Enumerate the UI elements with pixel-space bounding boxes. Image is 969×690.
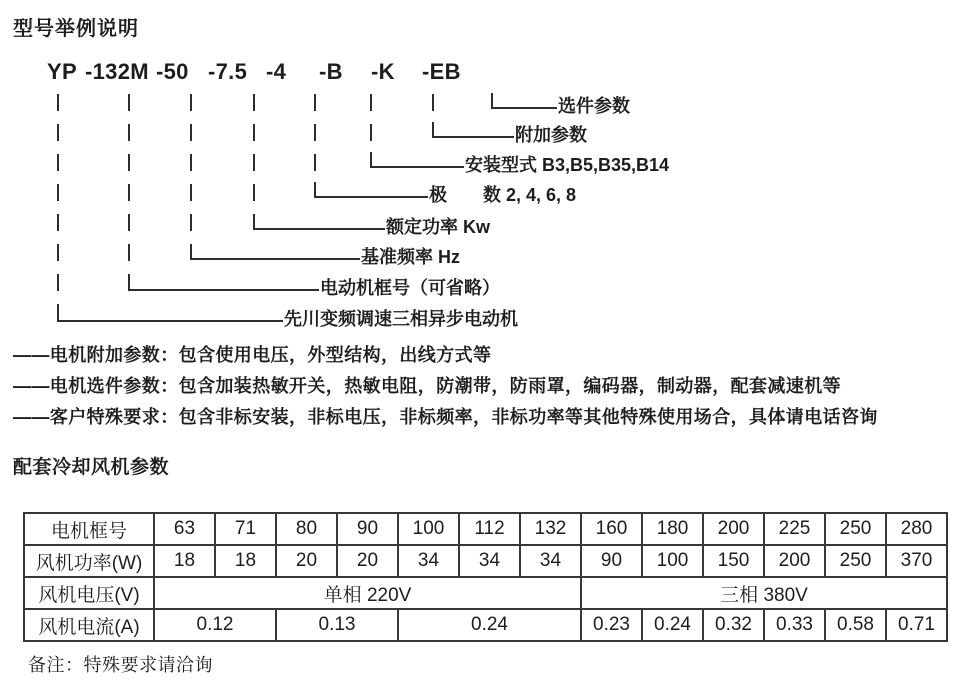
model-code-segment: YP xyxy=(47,59,77,84)
table-row-current xyxy=(24,609,947,641)
table-cell: 63 xyxy=(154,513,215,545)
table-cell: 80 xyxy=(276,513,337,545)
table-cell: 100 xyxy=(398,513,459,545)
table-cell: 71 xyxy=(215,513,276,545)
diagram-column-line xyxy=(432,94,434,122)
page-title: 型号举例说明 xyxy=(13,18,139,40)
model-code-segment: -132M xyxy=(85,59,149,84)
table-cell: 0.23 xyxy=(581,609,642,641)
table-cell: 250 xyxy=(825,545,886,577)
table-row-label: 风机电压(V) xyxy=(24,577,154,609)
table-cell: 150 xyxy=(703,545,764,577)
table-cell: 0.58 xyxy=(825,609,886,641)
table-cell: 0.32 xyxy=(703,609,764,641)
bottom-note: 备注：特殊要求请洽询 xyxy=(28,655,213,675)
diagram-column-line xyxy=(370,94,372,152)
diagram-connector xyxy=(57,306,283,322)
model-code-segment: -EB xyxy=(422,59,461,84)
diagram-label: 选件参数 xyxy=(558,96,630,116)
table-cell: 112 xyxy=(459,513,520,545)
table-cell: 200 xyxy=(703,513,764,545)
diagram-connector xyxy=(370,152,464,168)
table-row-voltage xyxy=(24,577,947,609)
diagram-connector xyxy=(190,244,360,260)
table-cell: 0.24 xyxy=(398,609,581,641)
table-row-frame xyxy=(24,513,947,545)
diagram-connector xyxy=(491,93,557,109)
table-cell: 132 xyxy=(520,513,581,545)
model-code-segment: -B xyxy=(319,59,343,84)
table-cell: 200 xyxy=(764,545,825,577)
table-cell: 90 xyxy=(337,513,398,545)
diagram-connector xyxy=(432,122,514,138)
table-cell: 0.33 xyxy=(764,609,825,641)
table-cell: 20 xyxy=(276,545,337,577)
table-cell: 370 xyxy=(886,545,947,577)
model-code-segment: -7.5 xyxy=(208,59,248,84)
diagram-label: 额定功率 Kw xyxy=(386,217,491,237)
note-line: ——客户特殊要求：包含非标安装，非标电压，非标频率，非标功率等其他特殊使用场合，具体请电话咨询 xyxy=(13,407,878,427)
diagram-column-line xyxy=(314,94,316,182)
diagram-connector xyxy=(314,182,428,198)
table-row-label: 电机框号 xyxy=(24,513,154,545)
table-row-power xyxy=(24,545,947,577)
table-cell: 34 xyxy=(520,545,581,577)
diagram-label: 电动机框号（可省略） xyxy=(320,278,500,298)
note-line: ——电机附加参数：包含使用电压，外型结构，出线方式等 xyxy=(13,345,492,365)
diagram-label: 基准频率 Hz xyxy=(361,247,460,267)
table-cell: 280 xyxy=(886,513,947,545)
table-cell-voltage-single-phase: 单相 220V xyxy=(154,577,581,609)
section-title: 配套冷却风机参数 xyxy=(13,457,170,478)
table-cell: 250 xyxy=(825,513,886,545)
table-cell: 34 xyxy=(459,545,520,577)
table-cell: 90 xyxy=(581,545,642,577)
table-cell: 225 xyxy=(764,513,825,545)
table-cell-voltage-three-phase: 三相 380V xyxy=(581,577,947,609)
table-cell: 0.13 xyxy=(276,609,398,641)
diagram-column-line xyxy=(128,94,130,275)
table-row-label: 风机电流(A) xyxy=(24,609,154,641)
table-cell: 180 xyxy=(642,513,703,545)
diagram-label: 极 数 2, 4, 6, 8 xyxy=(429,185,577,205)
diagram-label: 先川变频调速三相异步电动机 xyxy=(284,309,518,329)
diagram-column-line xyxy=(190,94,192,244)
note-line: ——电机选件参数：包含加装热敏开关，热敏电阻，防潮带，防雨罩，编码器，制动器，配套减速机等 xyxy=(13,376,841,396)
table-cell: 160 xyxy=(581,513,642,545)
diagram-connector xyxy=(253,214,385,230)
table-cell: 18 xyxy=(215,545,276,577)
table-row-label: 风机功率(W) xyxy=(24,545,154,577)
diagram-label: 安装型式 B3,B5,B35,B14 xyxy=(465,155,670,175)
table-cell: 100 xyxy=(642,545,703,577)
table-cell: 34 xyxy=(398,545,459,577)
diagram-column-line xyxy=(253,94,255,214)
diagram-column-line xyxy=(57,94,59,306)
model-code-segment: -4 xyxy=(266,59,287,84)
table-cell: 0.71 xyxy=(886,609,947,641)
table-cell: 18 xyxy=(154,545,215,577)
model-code-segment: -K xyxy=(371,59,395,84)
fan-parameter-table xyxy=(23,512,948,642)
diagram-connector xyxy=(128,275,319,291)
diagram-label: 附加参数 xyxy=(515,125,587,145)
model-code-segment: -50 xyxy=(156,59,189,84)
table-cell: 0.24 xyxy=(642,609,703,641)
table-cell: 0.12 xyxy=(154,609,276,641)
table-cell: 20 xyxy=(337,545,398,577)
